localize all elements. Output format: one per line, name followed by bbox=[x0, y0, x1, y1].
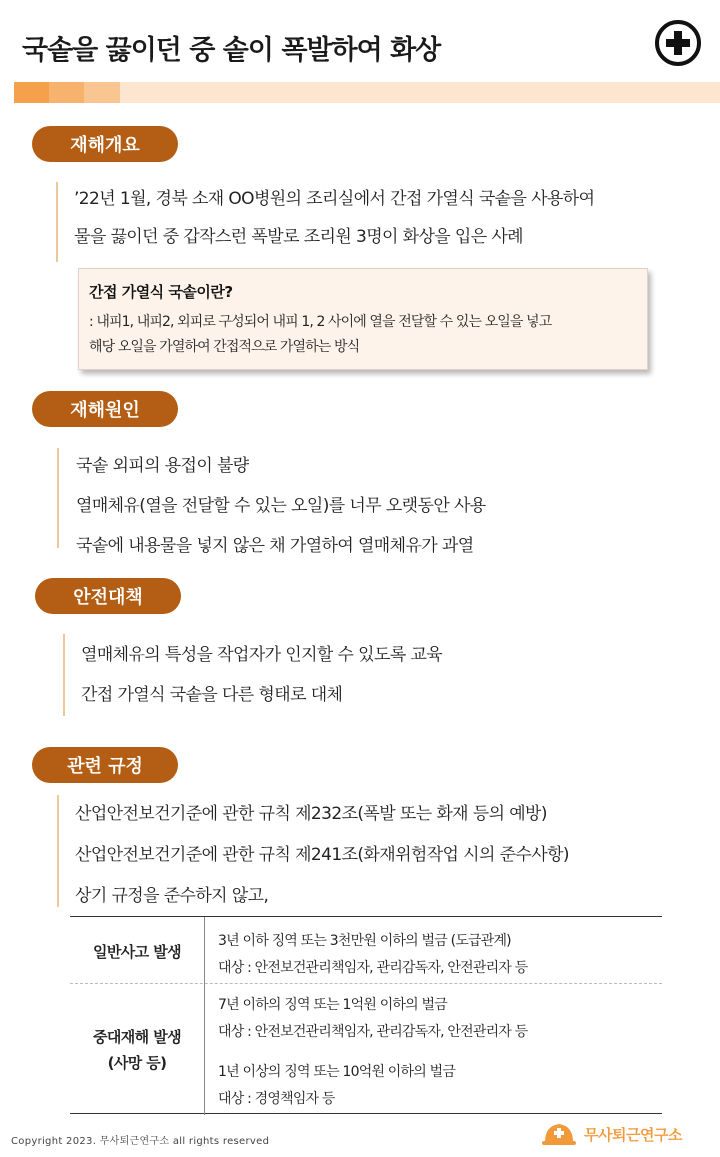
cause-item: 국솥에 내용물을 넣지 않은 채 가열하여 열매체유가 과열 bbox=[76, 536, 474, 556]
definition-box bbox=[78, 268, 648, 370]
regulation-item: 산업안전보건기준에 관한 규칙 제232조(폭발 또는 화재 등의 예방) bbox=[75, 804, 547, 824]
band-segment bbox=[14, 82, 49, 103]
section-label-regulations: 관련 규정 bbox=[32, 747, 178, 783]
penalty-label: (사망 등) bbox=[107, 1054, 167, 1072]
penalty-text: 7년 이하의 징역 또는 1억원 이하의 벌금 bbox=[218, 997, 447, 1013]
measures-list bbox=[63, 634, 442, 716]
table-divider bbox=[204, 917, 205, 983]
section-label-cause: 재해원인 bbox=[32, 391, 178, 427]
overview-text bbox=[56, 182, 594, 262]
cause-item: 국솥 외피의 용접이 불량 bbox=[76, 456, 249, 476]
band-segment bbox=[49, 82, 84, 103]
logo-text: 무사퇴근연구소 bbox=[584, 1126, 682, 1144]
section-label-measures: 안전대책 bbox=[35, 578, 181, 614]
overview-line: 물을 끓이던 중 갑작스런 폭발로 조리원 3명이 화상을 입은 사례 bbox=[74, 227, 523, 247]
regulations-list bbox=[57, 795, 569, 907]
regulation-item: 상기 규정을 준수하지 않고, bbox=[75, 886, 269, 906]
brand-logo bbox=[538, 1118, 710, 1150]
measure-item: 간접 가열식 국솥을 다른 형태로 대체 bbox=[81, 685, 343, 705]
penalty-label: 일반사고 발생 bbox=[93, 943, 181, 961]
definition-answer: : 내피1, 내피2, 외피로 구성되어 내피 1, 2 사이에 열을 전달할 수 있는 오일을 넣고 bbox=[89, 314, 552, 330]
regulation-item: 산업안전보건기준에 관한 규칙 제241조(화재위험작업 시의 준수사항) bbox=[75, 845, 569, 865]
copyright-text: Copyright 2023. 무사퇴근연구소 all rights reserved bbox=[11, 1136, 270, 1147]
overview-line: ’22년 1월, 경북 소재 OO병원의 조리실에서 간접 가열식 국솥을 사용하여 bbox=[74, 189, 595, 209]
page-title: 국솥을 끓이던 중 솥이 폭발하여 화상 bbox=[22, 35, 441, 66]
penalty-text: 3년 이하 징역 또는 3천만원 이하의 벌금 (도급관계) bbox=[218, 933, 511, 949]
cause-item: 열매체유(열을 전달할 수 있는 오일)를 너무 오랫동안 사용 bbox=[76, 496, 486, 516]
penalty-text: 대상 : 경영책임자 등 bbox=[218, 1091, 335, 1107]
definition-answer: 해당 오일을 가열하여 간접적으로 가열하는 방식 bbox=[89, 339, 360, 355]
first-aid-plus-icon bbox=[655, 20, 701, 66]
penalty-row-serious bbox=[70, 983, 662, 1115]
cause-list bbox=[57, 448, 486, 556]
section-label-overview: 재해개요 bbox=[32, 126, 178, 162]
penalty-label: 중대재해 발생 bbox=[93, 1028, 181, 1046]
table-divider bbox=[204, 983, 205, 1115]
penalty-text: 대상 : 안전보건관리책임자, 관리감독자, 안전관리자 등 bbox=[218, 1024, 528, 1040]
header-decor-band bbox=[14, 82, 720, 103]
penalty-table bbox=[70, 916, 662, 1114]
penalty-row-general bbox=[70, 917, 662, 983]
band-segment bbox=[84, 82, 120, 103]
penalty-text: 대상 : 안전보건관리책임자, 관리감독자, 안전관리자 등 bbox=[218, 960, 528, 976]
definition-question: 간접 가열식 국솥이란? bbox=[89, 283, 233, 301]
hardhat-logo-icon bbox=[542, 1120, 576, 1146]
penalty-text: 1년 이상의 징역 또는 10억원 이하의 벌금 bbox=[218, 1064, 456, 1080]
measure-item: 열매체유의 특성을 작업자가 인지할 수 있도록 교육 bbox=[81, 645, 443, 665]
